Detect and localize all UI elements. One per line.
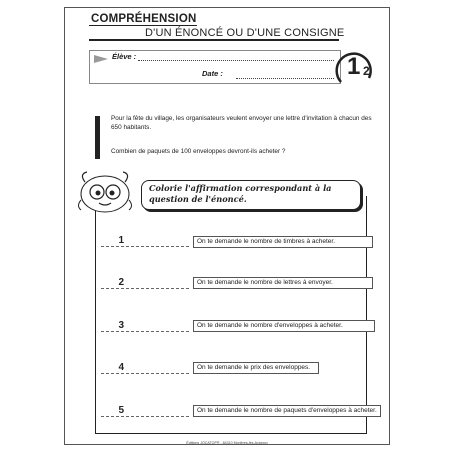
choices-panel bbox=[95, 196, 367, 434]
choice-box-4[interactable]: On te demande le prix des enveloppes. bbox=[193, 362, 319, 374]
date-label: Date : bbox=[202, 69, 223, 78]
problem-question: Combien de paquets de 100 enveloppes devront-ils acheter ? bbox=[111, 148, 286, 155]
choice-box-2[interactable]: On te demande le nombre de lettres à envoyer. bbox=[193, 277, 373, 289]
mascot-character-icon bbox=[75, 170, 135, 218]
choice-number-4: 4 bbox=[118, 362, 124, 373]
date-field[interactable] bbox=[236, 78, 334, 79]
choice-box-1[interactable]: On te demande le nombre de timbres à acheter. bbox=[193, 236, 373, 248]
choice-answer-line-2 bbox=[101, 288, 189, 289]
eleve-field[interactable] bbox=[138, 60, 334, 61]
title-line-2: D'UN ÉNONCÉ OU D'UNE CONSIGNE bbox=[145, 27, 345, 39]
choice-answer-line-4 bbox=[101, 373, 189, 374]
choice-answer-line-1 bbox=[101, 246, 189, 247]
title-rule-bottom bbox=[89, 39, 339, 41]
arrow-icon bbox=[94, 55, 108, 63]
student-info-box bbox=[89, 50, 341, 84]
footer-publisher: Éditions JOCATOP® - 84310 Morières-lès-Avignon bbox=[186, 441, 268, 445]
problem-statement: Pour la fête du village, les organisateurs veulent envoyer une lettre d'invitation à chacun des 650 habitants. bbox=[111, 115, 372, 131]
sheet-number-sub: 2 bbox=[363, 64, 370, 78]
instruction-text: Colorie l'affirmation correspondant à la question de l'énoncé. bbox=[149, 183, 332, 204]
choice-box-5[interactable]: On te demande le nombre de paquets d'enveloppes à acheter. bbox=[193, 405, 381, 417]
title-rule-top bbox=[89, 25, 197, 26]
choice-number-1: 1 bbox=[118, 235, 124, 246]
sheet-number-main: 1 bbox=[347, 53, 361, 80]
choice-answer-line-5 bbox=[101, 416, 189, 417]
title-line-1: COMPRÉHENSION bbox=[91, 13, 197, 25]
choice-number-3: 3 bbox=[118, 320, 124, 331]
choice-answer-line-3 bbox=[101, 331, 189, 332]
worksheet bbox=[64, 7, 390, 445]
problem-marker-bar bbox=[95, 116, 100, 159]
eleve-label: Élève : bbox=[112, 52, 137, 61]
choice-box-3[interactable]: On te demande le nombre d'enveloppes à acheter. bbox=[193, 320, 375, 332]
choice-number-5: 5 bbox=[118, 405, 124, 416]
choice-number-2: 2 bbox=[118, 277, 124, 288]
